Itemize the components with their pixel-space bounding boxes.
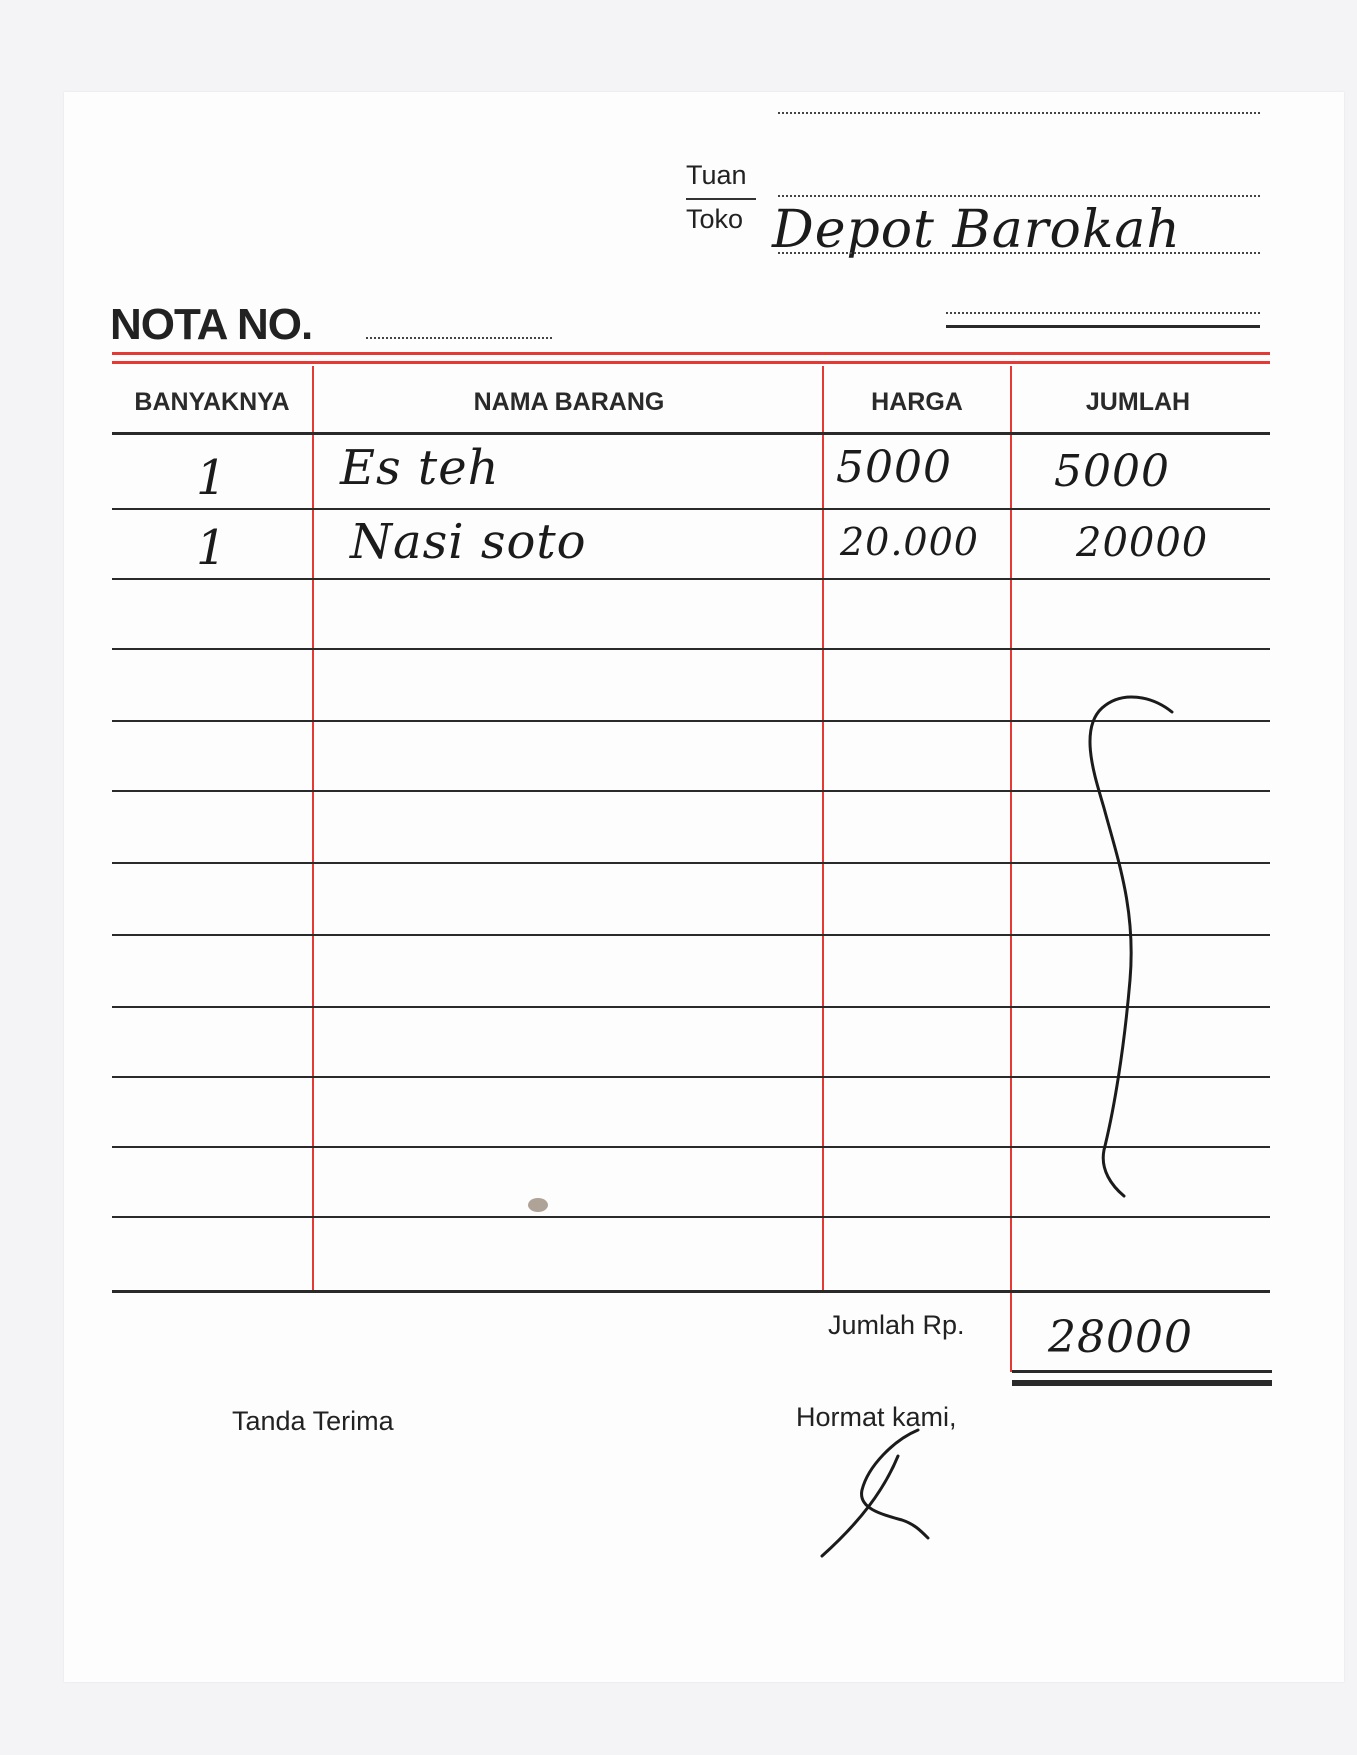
- header-row-line: [112, 432, 1270, 435]
- row-1-price: 5000: [836, 442, 952, 493]
- total-value: 28000: [1048, 1312, 1193, 1363]
- toko-dotted-line: [778, 252, 1260, 254]
- total-label: Jumlah Rp.: [828, 1310, 965, 1340]
- row-line: [112, 1216, 1270, 1218]
- toko-label: Toko: [686, 204, 744, 234]
- column-divider-3: [1010, 366, 1012, 1372]
- column-header-nama-barang: NAMA BARANG: [473, 388, 665, 416]
- toko-value: Depot Barokah: [772, 200, 1181, 260]
- row-2-qty: 1: [196, 520, 228, 576]
- column-header-banyaknya: BANYAKNYA: [134, 388, 290, 416]
- nota-title: NOTA NO.: [110, 300, 313, 349]
- top-dotted-line: [778, 112, 1260, 114]
- receiver-label: Tanda Terima: [232, 1406, 394, 1436]
- signature: [810, 1426, 940, 1566]
- row-line: [112, 648, 1270, 650]
- row-line: [112, 508, 1270, 510]
- row-2-total: 20000: [1076, 520, 1209, 566]
- row-1-qty: 1: [196, 450, 228, 506]
- row-2-item: Nasi soto: [350, 514, 587, 570]
- closing-bracket-scribble: [1060, 690, 1190, 1210]
- right-solid-line: [946, 325, 1260, 328]
- row-2-price: 20.000: [840, 520, 979, 564]
- row-line: [112, 578, 1270, 580]
- red-rule-top: [112, 352, 1270, 355]
- row-1-total: 5000: [1054, 446, 1170, 497]
- column-header-harga: HARGA: [871, 388, 963, 416]
- nota-dotted-line: [366, 337, 552, 339]
- paper-speck: [528, 1198, 548, 1212]
- tuan-dotted-line: [778, 195, 1260, 197]
- red-rule-bottom: [112, 361, 1270, 364]
- column-divider-2: [822, 366, 824, 1290]
- tuan-toko-separator: [686, 198, 756, 200]
- total-underline-1: [1012, 1370, 1272, 1373]
- right-dotted-line: [946, 312, 1260, 314]
- table-bottom-line: [112, 1290, 1270, 1293]
- sender-label: Hormat kami,: [796, 1402, 957, 1432]
- total-underline-2: [1012, 1380, 1272, 1386]
- column-divider-1: [312, 366, 314, 1290]
- tuan-label: Tuan: [686, 160, 747, 190]
- column-header-jumlah: JUMLAH: [1085, 388, 1191, 416]
- row-1-item: Es teh: [340, 440, 500, 496]
